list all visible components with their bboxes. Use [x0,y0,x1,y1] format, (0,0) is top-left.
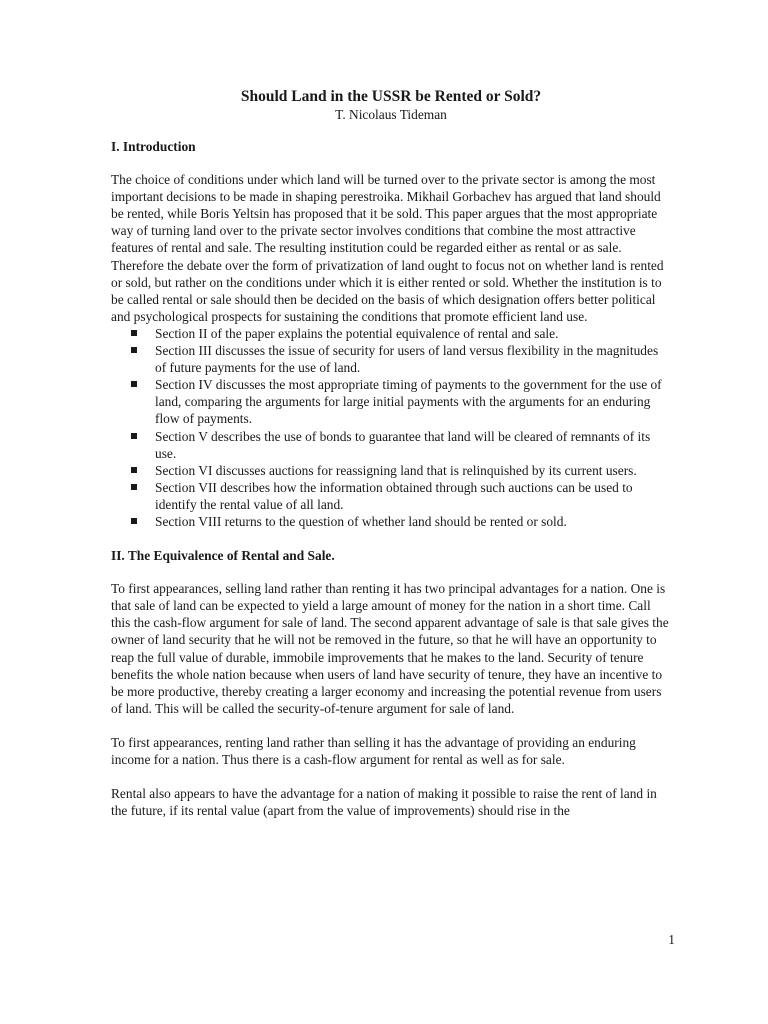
introduction-paragraph: The choice of conditions under which land will be turned over to the private sector is among the most important decisions to be made in shaping perestroika. Mikhail Gorbachev has argued that land should be rented, while Boris Yeltsin has proposed that it be sold. This paper argues that the most appropriate way of turning land over to the private sector involves conditions that combine the most attractive features of rental and sale. The resulting institution could be regarded either as rental or as sale. Therefore the debate over the form of privatization of land ought to focus not on whether land is rented or sold, but rather on the conditions under which it is either rented or sold. Whether the institution is to be called rental or sale should then be decided on the basis of which designation offers better political and psychological prospects for sustaining the conditions that promote efficient land use. [111,172,664,324]
list-item-text: Section VIII returns to the question of whether land should be rented or sold. [155,513,567,529]
body-paragraph: To first appearances, selling land rather than renting it has two principal advantages for a nation. One is that sale of land can be expected to yield a large amount of money for the nation in a short time. Call this the cash-flow argument for sale of land. The second apparent advantage of sale is that sale gives the owner of land security that he will not be removed in the future, so that he will have an opportunity to reap the full value of durable, immobile improvements that he makes to the land. Security of tenure benefits the whole nation because when users of land have security of tenure, they have an incentive to be more productive, thereby creating a larger economy and increasing the potential revenue from users of land. This will be called the security-of-tenure argument for sale of land. [111,581,669,716]
square-bullet-icon [131,330,137,336]
list-item [111,462,671,479]
list-item [111,428,671,462]
section-heading-introduction: I. Introduction [111,139,196,154]
list-item [111,376,671,427]
document-body [111,87,671,819]
list-item-text: Section VI discusses auctions for reassigning land that is relinquished by its current users. [155,462,637,478]
list-item-text: Section II of the paper explains the potential equivalence of rental and sale. [155,325,559,341]
square-bullet-icon [131,484,137,490]
list-item-text: Section VII describes how the information obtained through such auctions can be used to identify the rental value of all land. [155,479,633,512]
paper-title: Should Land in the USSR be Rented or Sold? [240,88,542,105]
list-item [111,479,671,513]
square-bullet-icon [131,347,137,353]
square-bullet-icon [131,518,137,524]
list-item-text: Section III discusses the issue of security for users of land versus flexibility in the magnitudes of future payments for the use of land. [155,343,659,376]
page-number: 1 [668,932,675,947]
square-bullet-icon [131,381,137,387]
section-outline-list [111,325,671,530]
list-item [111,342,671,376]
square-bullet-icon [131,467,137,473]
paper-author: T. Nicolaus Tideman [335,107,447,122]
body-paragraph: Rental also appears to have the advantage for a nation of making it possible to raise the rent of land in the future, if its rental value (apart from the value of improvements) should rise in the [111,786,657,819]
list-item-text: Section V describes the use of bonds to guarantee that land will be cleared of remnants of its use. [155,428,651,461]
section-heading-equivalence: II. The Equivalence of Rental and Sale. [111,548,335,564]
body-paragraph: To first appearances, renting land rather than selling it has the advantage of providing an enduring income for a nation. Thus there is a cash-flow argument for rental as well as for sale. [111,734,636,767]
square-bullet-icon [131,433,137,439]
list-item [111,325,671,342]
list-item [111,513,671,530]
list-item-text: Section IV discusses the most appropriate timing of payments to the government for the use of land, comparing the arguments for large initial payments with the arguments for an enduring flow of payments. [155,377,662,427]
